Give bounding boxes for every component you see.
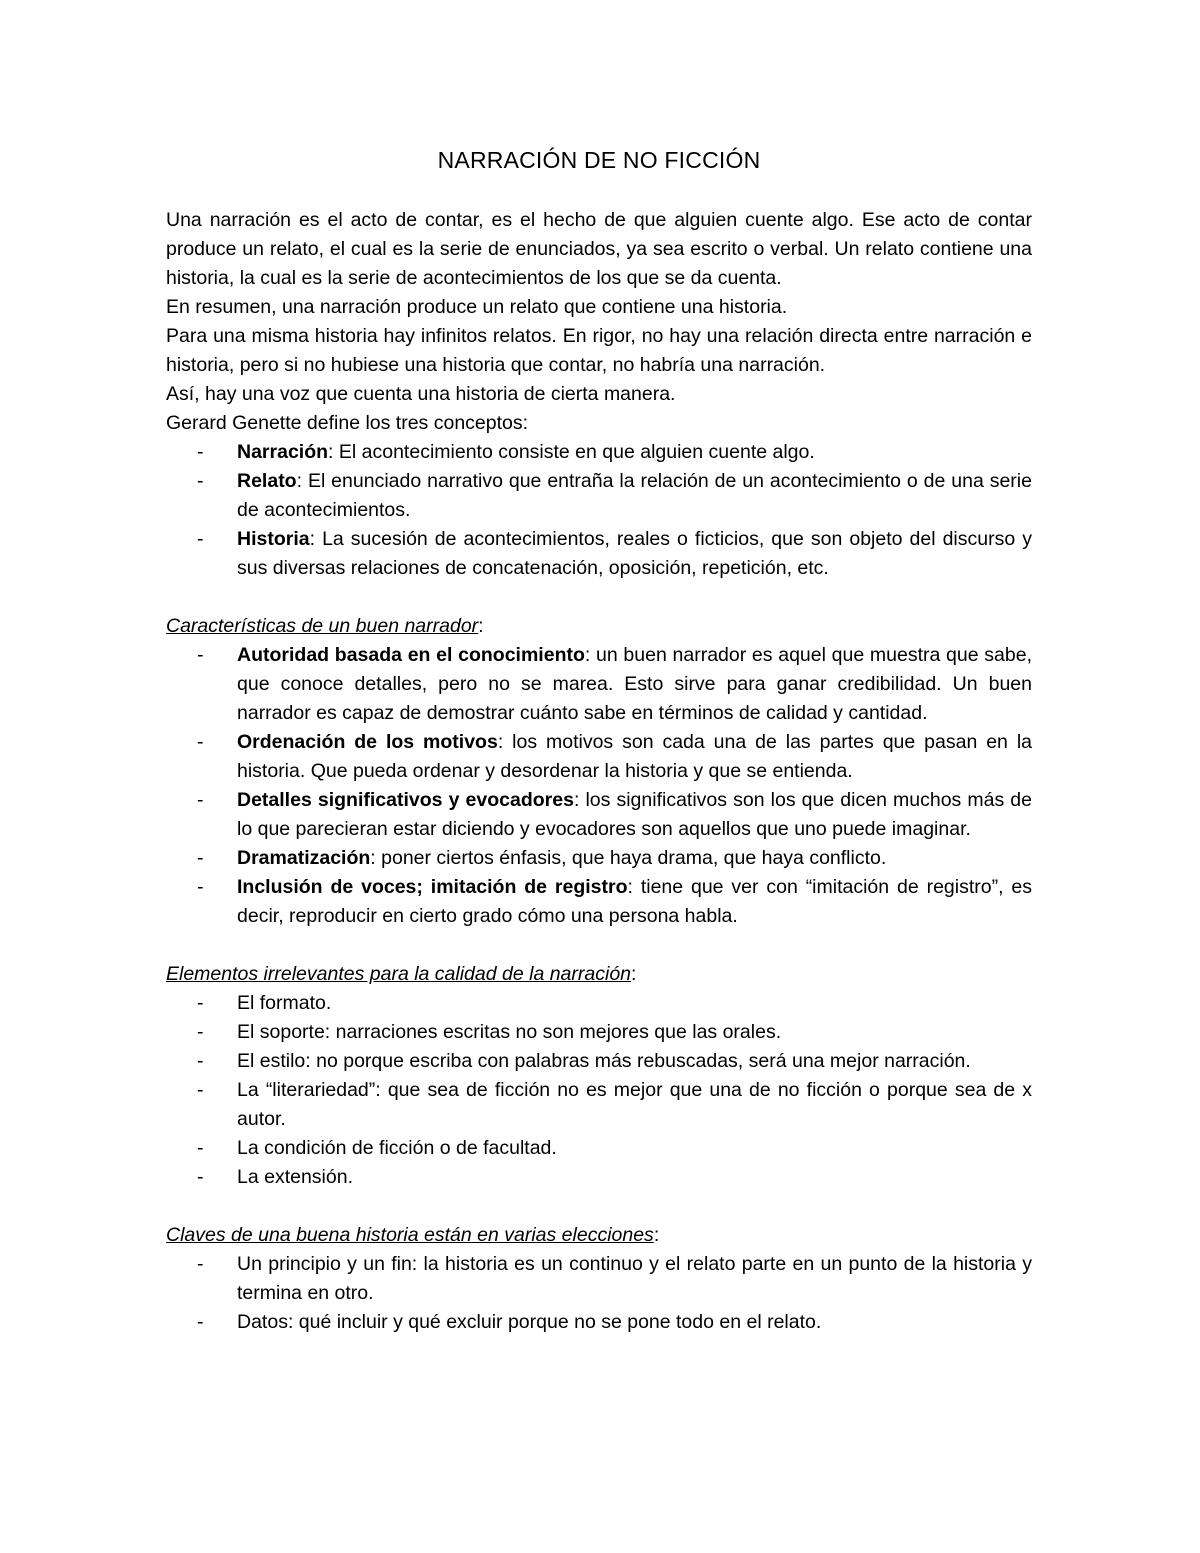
- list-item: [166, 786, 1032, 844]
- term-separator: :: [296, 470, 308, 492]
- section-heading-text: Características de un buen narrador: [166, 615, 479, 637]
- concept-term: Historia: [237, 528, 310, 550]
- item-term: Autoridad basada en el conocimiento: [237, 644, 585, 666]
- dash-bullet: -: [197, 528, 204, 550]
- dash-bullet: -: [197, 1253, 204, 1275]
- document-page: [166, 140, 1032, 1337]
- list-item: [166, 844, 1032, 873]
- section-heading-claves: [166, 1221, 1032, 1250]
- intro-paragraph-4: Así, hay una voz que cuenta una historia de cierta manera.: [166, 383, 676, 405]
- list-item: [166, 873, 1032, 931]
- intro-paragraph-5: Gerard Genette define los tres conceptos:: [166, 412, 529, 434]
- list-item: [166, 1018, 1032, 1047]
- list-item: [166, 525, 1032, 583]
- caracteristicas-list: [166, 641, 1032, 931]
- heading-colon: :: [653, 1224, 660, 1246]
- document-title: NARRACIÓN DE NO FICCIÓN: [437, 147, 761, 173]
- dash-bullet: -: [197, 1050, 204, 1072]
- list-item: [166, 728, 1032, 786]
- item-text: Datos: qué incluir y qué excluir porque no se pone todo en el relato.: [237, 1311, 822, 1333]
- list-item: [166, 1250, 1032, 1308]
- item-text: El estilo: no porque escriba con palabras más rebuscadas, será una mejor narración.: [237, 1050, 971, 1072]
- concept-term: Narración: [237, 441, 329, 463]
- dash-bullet: -: [197, 1137, 204, 1159]
- dash-bullet: -: [197, 789, 204, 811]
- concept-term: Relato: [237, 470, 297, 492]
- section-heading-elementos: [166, 960, 1032, 989]
- claves-list: [166, 1250, 1032, 1337]
- dash-bullet: -: [197, 441, 204, 463]
- dash-bullet: -: [197, 731, 204, 753]
- dash-bullet: -: [197, 1311, 204, 1333]
- item-text: Un principio y un fin: la historia es un continuo y el relato parte en un punto de la historia y termina en otro.: [237, 1253, 1032, 1304]
- list-item: [166, 1308, 1032, 1337]
- term-separator: :: [370, 847, 382, 869]
- item-text: poner ciertos énfasis, que haya drama, que haya conflicto.: [381, 847, 887, 869]
- item-term: Detalles significativos y evocadores: [237, 789, 574, 811]
- intro-paragraph-2: En resumen, una narración produce un relato que contiene una historia.: [166, 296, 788, 318]
- section-heading-text: Elementos irrelevantes para la calidad de la narración: [166, 963, 632, 985]
- term-separator: :: [627, 876, 641, 898]
- section-heading-caracteristicas: [166, 612, 1032, 641]
- intro-paragraph-3: Para una misma historia hay infinitos relatos. En rigor, no hay una relación directa entre narración e historia, pero si no hubiese una historia que contar, no habría una narración.: [166, 325, 1032, 376]
- item-text: un buen narrador es aquel que muestra que sabe, que conoce detalles, pero no se marea. Esto sirve para ganar credibilidad. Un buen narrador es capaz de demostrar cuánto sabe en términos de calidad y cantidad.: [237, 644, 1032, 724]
- list-item: [166, 438, 1032, 467]
- item-text: tiene que ver con “imitación de registro”, es decir, reproducir en cierto grado cómo una persona habla.: [237, 876, 1032, 927]
- item-text: los significativos son los que dicen muchos más de lo que parecieran estar diciendo y evocadores son aquellos que uno puede imaginar.: [237, 789, 1032, 840]
- item-term: Dramatización: [237, 847, 371, 869]
- dash-bullet: -: [197, 992, 204, 1014]
- genette-concepts-list: [166, 438, 1032, 583]
- item-text: La “literariedad”: que sea de ficción no es mejor que una de no ficción o porque sea de x autor.: [237, 1079, 1032, 1130]
- heading-colon: :: [631, 963, 637, 985]
- term-separator: :: [584, 644, 597, 666]
- term-separator: :: [328, 441, 339, 463]
- dash-bullet: -: [197, 847, 204, 869]
- dash-bullet: -: [197, 1166, 204, 1188]
- dash-bullet: -: [197, 470, 204, 492]
- item-text: La extensión.: [237, 1166, 354, 1188]
- concept-definition: El acontecimiento consiste en que alguien cuente algo.: [338, 441, 815, 463]
- list-item: [166, 1163, 1032, 1192]
- dash-bullet: -: [197, 876, 204, 898]
- list-item: [166, 467, 1032, 525]
- dash-bullet: -: [197, 1079, 204, 1101]
- dash-bullet: -: [197, 644, 204, 666]
- elementos-list: [166, 989, 1032, 1192]
- term-separator: :: [309, 528, 323, 550]
- item-text: los motivos son cada una de las partes que pasan en la historia. Que pueda ordenar y desordenar la historia y que se entienda.: [237, 731, 1032, 782]
- section-heading-text: Claves de una buena historia están en varias elecciones: [166, 1224, 654, 1246]
- term-separator: :: [497, 731, 513, 753]
- list-item: [166, 989, 1032, 1018]
- concept-definition: La sucesión de acontecimientos, reales o ficticios, que son objeto del discurso y sus diversas relaciones de concatenación, oposición, repetición, etc.: [237, 528, 1032, 579]
- item-text: El soporte: narraciones escritas no son mejores que las orales.: [237, 1021, 782, 1043]
- list-item: [166, 1076, 1032, 1134]
- term-separator: :: [573, 789, 586, 811]
- list-item: [166, 641, 1032, 728]
- item-text: La condición de ficción o de facultad.: [237, 1137, 557, 1159]
- item-text: El formato.: [237, 992, 332, 1014]
- item-term: Inclusión de voces; imitación de registro: [237, 876, 628, 898]
- heading-colon: :: [478, 615, 484, 637]
- intro-paragraph-1: Una narración es el acto de contar, es el hecho de que alguien cuente algo. Ese acto de contar produce un relato, el cual es la serie de enunciados, ya sea escrito o verbal. Un relato contiene una historia, la cual es la serie de acontecimientos de los que se da cuenta.: [166, 209, 1032, 289]
- concept-definition: El enunciado narrativo que entraña la relación de un acontecimiento o de una serie de acontecimientos.: [237, 470, 1032, 521]
- list-item: [166, 1047, 1032, 1076]
- dash-bullet: -: [197, 1021, 204, 1043]
- list-item: [166, 1134, 1032, 1163]
- item-term: Ordenación de los motivos: [237, 731, 498, 753]
